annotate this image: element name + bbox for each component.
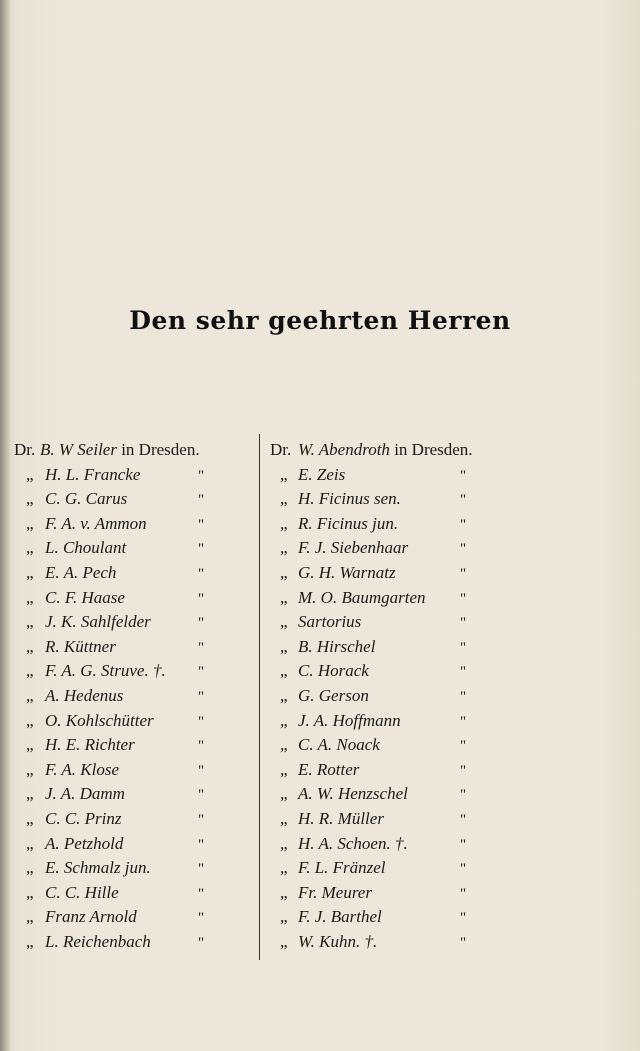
right-name-entry (270, 512, 514, 537)
ditto-mark: „ (26, 808, 34, 828)
person-name: C. A. Noack (298, 735, 380, 755)
ditto-city-mark: " (460, 811, 467, 828)
person-name: M. O. Baumgarten (298, 587, 426, 607)
person-name: Fr. Meurer (298, 882, 372, 902)
person-name: C. F. Haase (45, 587, 125, 607)
ditto-mark: „ (26, 538, 34, 558)
ditto-city-mark: " (198, 787, 205, 804)
person-name: F. A. Klose (45, 759, 119, 779)
left-title: Dr. (14, 440, 36, 459)
left-name-entry (14, 832, 254, 857)
ditto-city-mark: " (198, 664, 205, 681)
left-name-list (14, 463, 254, 955)
left-name-entry (14, 782, 254, 807)
ditto-mark: „ (280, 489, 288, 509)
ditto-mark: „ (280, 636, 288, 656)
person-name: C. G. Carus (45, 489, 128, 509)
right-name-entry (270, 487, 514, 512)
ditto-mark: „ (280, 612, 288, 632)
left-name-entry (14, 856, 254, 881)
ditto-city-mark: " (460, 836, 467, 853)
ditto-city-mark: " (460, 910, 467, 927)
ditto-mark: „ (280, 784, 288, 804)
ditto-city-mark: " (460, 615, 467, 632)
left-name-entry (14, 758, 254, 783)
left-name-entry (14, 536, 254, 561)
person-name: F. J. Siebenhaar (298, 538, 409, 558)
right-first-name: W. Abendroth in Dresden. (298, 440, 473, 459)
person-name: F. J. Barthel (298, 907, 382, 927)
ditto-city-mark: " (198, 541, 205, 558)
ditto-mark: „ (280, 464, 288, 484)
ditto-mark: „ (26, 710, 34, 730)
page-heading: Den sehr geehrten Herren (129, 306, 511, 335)
ditto-mark: „ (26, 907, 34, 927)
left-name-entry (14, 512, 254, 537)
right-name-entry (270, 536, 514, 561)
left-name-entry (14, 659, 254, 684)
person-name: R. Küttner (45, 636, 116, 656)
ditto-city-mark: " (460, 688, 467, 705)
ditto-city-mark: " (460, 565, 467, 582)
person-name: E. Rotter (298, 759, 360, 779)
ditto-mark: „ (280, 882, 288, 902)
person-name: O. Kohlschütter (45, 710, 154, 730)
ditto-mark: „ (280, 661, 288, 681)
person-name: H. R. Müller (298, 808, 384, 828)
book-spine-shadow (0, 0, 10, 1051)
person-name: F. A. v. Ammon (45, 513, 147, 533)
person-name: R. Ficinus jun. (298, 513, 399, 533)
ditto-mark: „ (26, 464, 34, 484)
ditto-city-mark: " (460, 590, 467, 607)
person-name: H. Ficinus sen. (298, 489, 401, 509)
ditto-city-mark: " (460, 934, 467, 951)
person-name: C. Horack (298, 661, 369, 681)
person-name: J. K. Sahlfelder (45, 612, 151, 632)
right-name-entry (270, 586, 514, 611)
right-name-entry (270, 659, 514, 684)
left-name-entry (14, 709, 254, 734)
ditto-city-mark: " (460, 738, 467, 755)
ditto-mark: „ (26, 661, 34, 681)
right-name-entry (270, 782, 514, 807)
person-name: Franz Arnold (45, 907, 137, 927)
ditto-city-mark: " (460, 467, 467, 484)
person-name: C. C. Prinz (45, 808, 122, 828)
ditto-mark: „ (280, 735, 288, 755)
person-name: J. A. Damm (45, 784, 125, 804)
ditto-city-mark: " (198, 738, 205, 755)
right-name-entry (270, 610, 514, 635)
left-first-name: B. W Seiler in Dresden. (40, 440, 200, 459)
ditto-city-mark: " (460, 516, 467, 533)
ditto-city-mark: " (198, 861, 205, 878)
ditto-city-mark: " (460, 713, 467, 730)
right-name-entry (270, 635, 514, 660)
person-name: W. Kuhn. †. (298, 931, 378, 951)
ditto-city-mark: " (198, 590, 205, 607)
person-name: L. Reichenbach (45, 931, 151, 951)
person-name: F. L. Fränzel (298, 858, 386, 878)
ditto-mark: „ (26, 636, 34, 656)
ditto-city-mark: " (198, 762, 205, 779)
ditto-city-mark: " (460, 787, 467, 804)
left-name-entry (14, 561, 254, 586)
person-name: E. A. Pech (45, 562, 117, 582)
left-name-entry (14, 881, 254, 906)
person-name: B. Hirschel (298, 636, 376, 656)
ditto-mark: „ (280, 808, 288, 828)
right-name-entry (270, 881, 514, 906)
ditto-city-mark: " (460, 639, 467, 656)
ditto-city-mark: " (198, 565, 205, 582)
ditto-city-mark: " (198, 492, 205, 509)
left-name-entry (14, 635, 254, 660)
ditto-city-mark: " (198, 688, 205, 705)
person-name: J. A. Hoffmann (298, 710, 401, 730)
left-name-entry (14, 684, 254, 709)
ditto-mark: „ (26, 513, 34, 533)
person-name: H. A. Schoen. †. (298, 833, 408, 853)
person-name: C. C. Hille (45, 882, 119, 902)
ditto-mark: „ (280, 538, 288, 558)
left-name-entry (14, 930, 254, 955)
person-name: E. Schmalz jun. (45, 858, 151, 878)
person-name: H. E. Richter (45, 735, 135, 755)
left-name-entry (14, 807, 254, 832)
ditto-mark: „ (26, 858, 34, 878)
right-name-column (270, 438, 514, 954)
left-first-entry (14, 438, 254, 463)
ditto-city-mark: " (198, 934, 205, 951)
ditto-city-mark: " (198, 811, 205, 828)
ditto-mark: „ (280, 562, 288, 582)
ditto-mark: „ (26, 882, 34, 902)
right-name-entry (270, 905, 514, 930)
ditto-mark: „ (280, 907, 288, 927)
person-name: G. Gerson (298, 685, 369, 705)
ditto-city-mark: " (460, 762, 467, 779)
right-name-entry (270, 856, 514, 881)
right-name-entry (270, 807, 514, 832)
ditto-mark: „ (280, 587, 288, 607)
right-name-entry (270, 561, 514, 586)
ditto-mark: „ (26, 685, 34, 705)
ditto-mark: „ (26, 587, 34, 607)
right-name-entry (270, 758, 514, 783)
left-name-entry (14, 733, 254, 758)
person-name: A. Hedenus (45, 685, 124, 705)
ditto-city-mark: " (198, 615, 205, 632)
left-name-column (14, 438, 254, 954)
person-name: G. H. Warnatz (298, 562, 396, 582)
right-name-entry (270, 684, 514, 709)
right-name-entry (270, 832, 514, 857)
ditto-mark: „ (280, 759, 288, 779)
ditto-mark: „ (26, 735, 34, 755)
ditto-city-mark: " (460, 541, 467, 558)
left-name-entry (14, 487, 254, 512)
ditto-mark: „ (26, 833, 34, 853)
ditto-city-mark: " (198, 516, 205, 533)
ditto-city-mark: " (198, 910, 205, 927)
right-title: Dr. (270, 440, 292, 459)
right-name-entry (270, 733, 514, 758)
ditto-city-mark: " (460, 492, 467, 509)
right-name-list (270, 463, 514, 955)
ditto-city-mark: " (198, 836, 205, 853)
ditto-mark: „ (280, 858, 288, 878)
ditto-city-mark: " (198, 639, 205, 656)
left-name-entry (14, 586, 254, 611)
ditto-city-mark: " (198, 713, 205, 730)
left-name-entry (14, 463, 254, 488)
person-name: L. Choulant (45, 538, 127, 558)
person-name: F. A. G. Struve. †. (45, 661, 166, 681)
ditto-mark: „ (26, 612, 34, 632)
ditto-city-mark: " (460, 664, 467, 681)
person-name: H. L. Francke (45, 464, 141, 484)
person-name: A. Petzhold (45, 833, 124, 853)
ditto-mark: „ (280, 685, 288, 705)
ditto-mark: „ (280, 833, 288, 853)
ditto-city-mark: " (198, 467, 205, 484)
right-first-entry (270, 438, 514, 463)
ditto-city-mark: " (460, 861, 467, 878)
ditto-mark: „ (26, 931, 34, 951)
ditto-mark: „ (280, 513, 288, 533)
left-name-entry (14, 905, 254, 930)
ditto-mark: „ (26, 562, 34, 582)
ditto-mark: „ (26, 489, 34, 509)
right-name-entry (270, 463, 514, 488)
person-name: A. W. Henzschel (298, 784, 408, 804)
column-divider (259, 434, 260, 960)
right-name-entry (270, 930, 514, 955)
person-name: Sartorius (298, 612, 362, 632)
ditto-mark: „ (280, 710, 288, 730)
ditto-city-mark: " (198, 885, 205, 902)
ditto-mark: „ (280, 931, 288, 951)
ditto-mark: „ (26, 784, 34, 804)
ditto-mark: „ (26, 759, 34, 779)
right-name-entry (270, 709, 514, 734)
person-name: E. Zeis (298, 464, 346, 484)
left-name-entry (14, 610, 254, 635)
ditto-city-mark: " (460, 885, 467, 902)
